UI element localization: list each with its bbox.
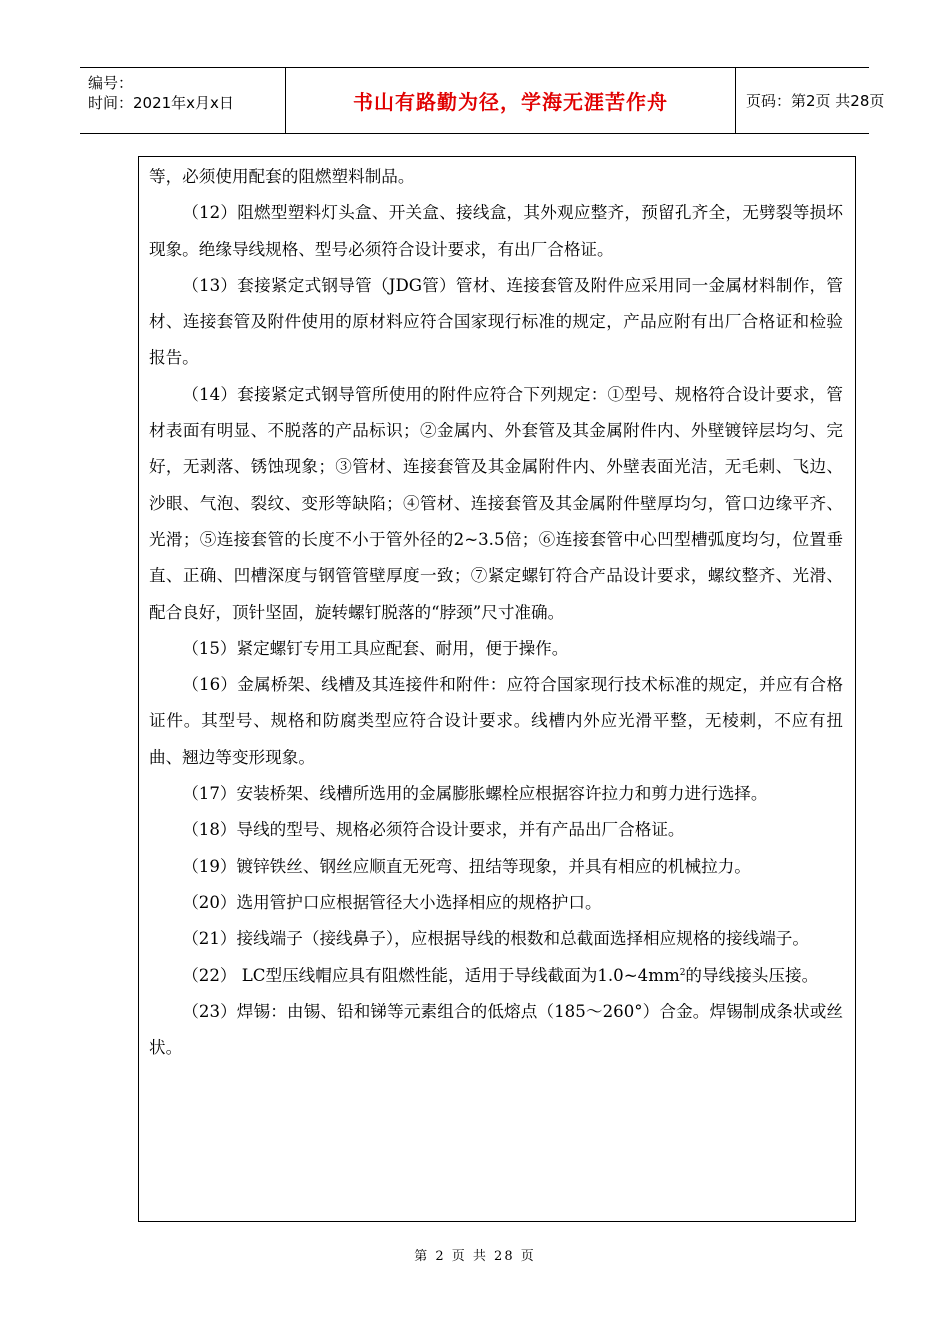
page-footer: 第 2 页 共 28 页 — [414, 1249, 536, 1264]
header-meta — [80, 68, 285, 133]
paragraph: （20）选用管护口应根据管径大小选择相应的规格护口。 — [182, 892, 602, 912]
header-page-cell — [736, 68, 885, 133]
superscript: 2 — [679, 967, 686, 978]
page-info: 页码：第2页 共28页 — [746, 92, 885, 110]
page-header — [80, 67, 885, 134]
document-date: 时间：2021年x月x日 — [88, 94, 234, 112]
paragraph: （12）阻燃型塑料灯头盒、开关盒、接线盒，其外观应整齐，预留孔齐全，无劈裂等损坏现象。绝缘导线规格、型号必须符合设计要求，有出厂合格证。 — [149, 203, 843, 259]
paragraph: （15）紧定螺钉专用工具应配套、耐用，便于操作。 — [182, 638, 569, 658]
paragraph: （21）接线端子（接线鼻子），应根据导线的根数和总截面选择相应规格的接线端子。 — [182, 929, 809, 949]
document-number-label: 编号： — [88, 74, 134, 92]
header-motto-cell — [285, 68, 736, 133]
paragraph-22-text: （22） LC型压线帽应具有阻燃性能，适用于导线截面为1.0~4mm — [182, 965, 680, 985]
paragraph: （17）安装桥架、线槽所选用的金属膨胀螺栓应根据容许拉力和剪力进行选择。 — [182, 784, 768, 804]
paragraph-22 — [149, 958, 843, 994]
paragraph-22-text-end: 的导线接头压接。 — [685, 965, 819, 985]
paragraph: （19）镀锌铁丝、钢丝应顺直无死弯、扭结等现象，并具有相应的机械拉力。 — [182, 856, 751, 876]
content-box — [138, 156, 856, 1222]
paragraph: （23）焊锡：由锡、铅和锑等元素组合的低熔点（185～260°）合金。焊锡制成条状或丝状。 — [149, 1001, 843, 1058]
paragraph: （18）导线的型号、规格必须符合设计要求，并有产品出厂合格证。 — [182, 820, 685, 840]
paragraph: 等，必须使用配套的阻燃塑料制品。 — [149, 167, 415, 186]
paragraph: （13）套接紧定式钢导管（JDG管）管材、连接套管及附件应采用同一金属材料制作，管材、连接套管及附件使用的原材料应符合国家现行标准的规定，产品应附有出厂合格证和检验报告。 — [149, 275, 843, 368]
paragraph: （16）金属桥架、线槽及其连接件和附件：应符合国家现行技术标准的规定，并应有合格证件。其型号、规格和防腐类型应符合设计要求。线槽内外应光滑平整，无棱刺，不应有扭曲、翘边等变形现象。 — [149, 675, 843, 767]
motto-text: 书山有路勤为径，学海无涯苦作舟 — [353, 90, 668, 114]
paragraph: （14）套接紧定式钢导管所使用的附件应符合下列规定：①型号、规格符合设计要求，管材表面有明显、不脱落的产品标识；②金属内、外套管及其金属附件内、外壁镀锌层均匀、完好，无剥落、锈蚀现象；③管材、连接套管及其金属附件内、外壁表面光洁，无毛刺、飞边、沙眼、气泡、裂纹、变形等缺陷；④管材、连接套管及其金属附件壁厚均匀，管口边缘平齐、光滑；⑤连接套管的长度不小于管外径的2~3.5倍；⑥连接套管中心凹型槽弧度均匀，位置垂直、正确、凹槽深度与钢管管壁厚度一致；⑦紧定螺钉符合产品设计要求，螺纹整齐、光滑、配合良好，顶针坚固，旋转螺钉脱落的“脖颈”尺寸准确。 — [149, 384, 843, 622]
